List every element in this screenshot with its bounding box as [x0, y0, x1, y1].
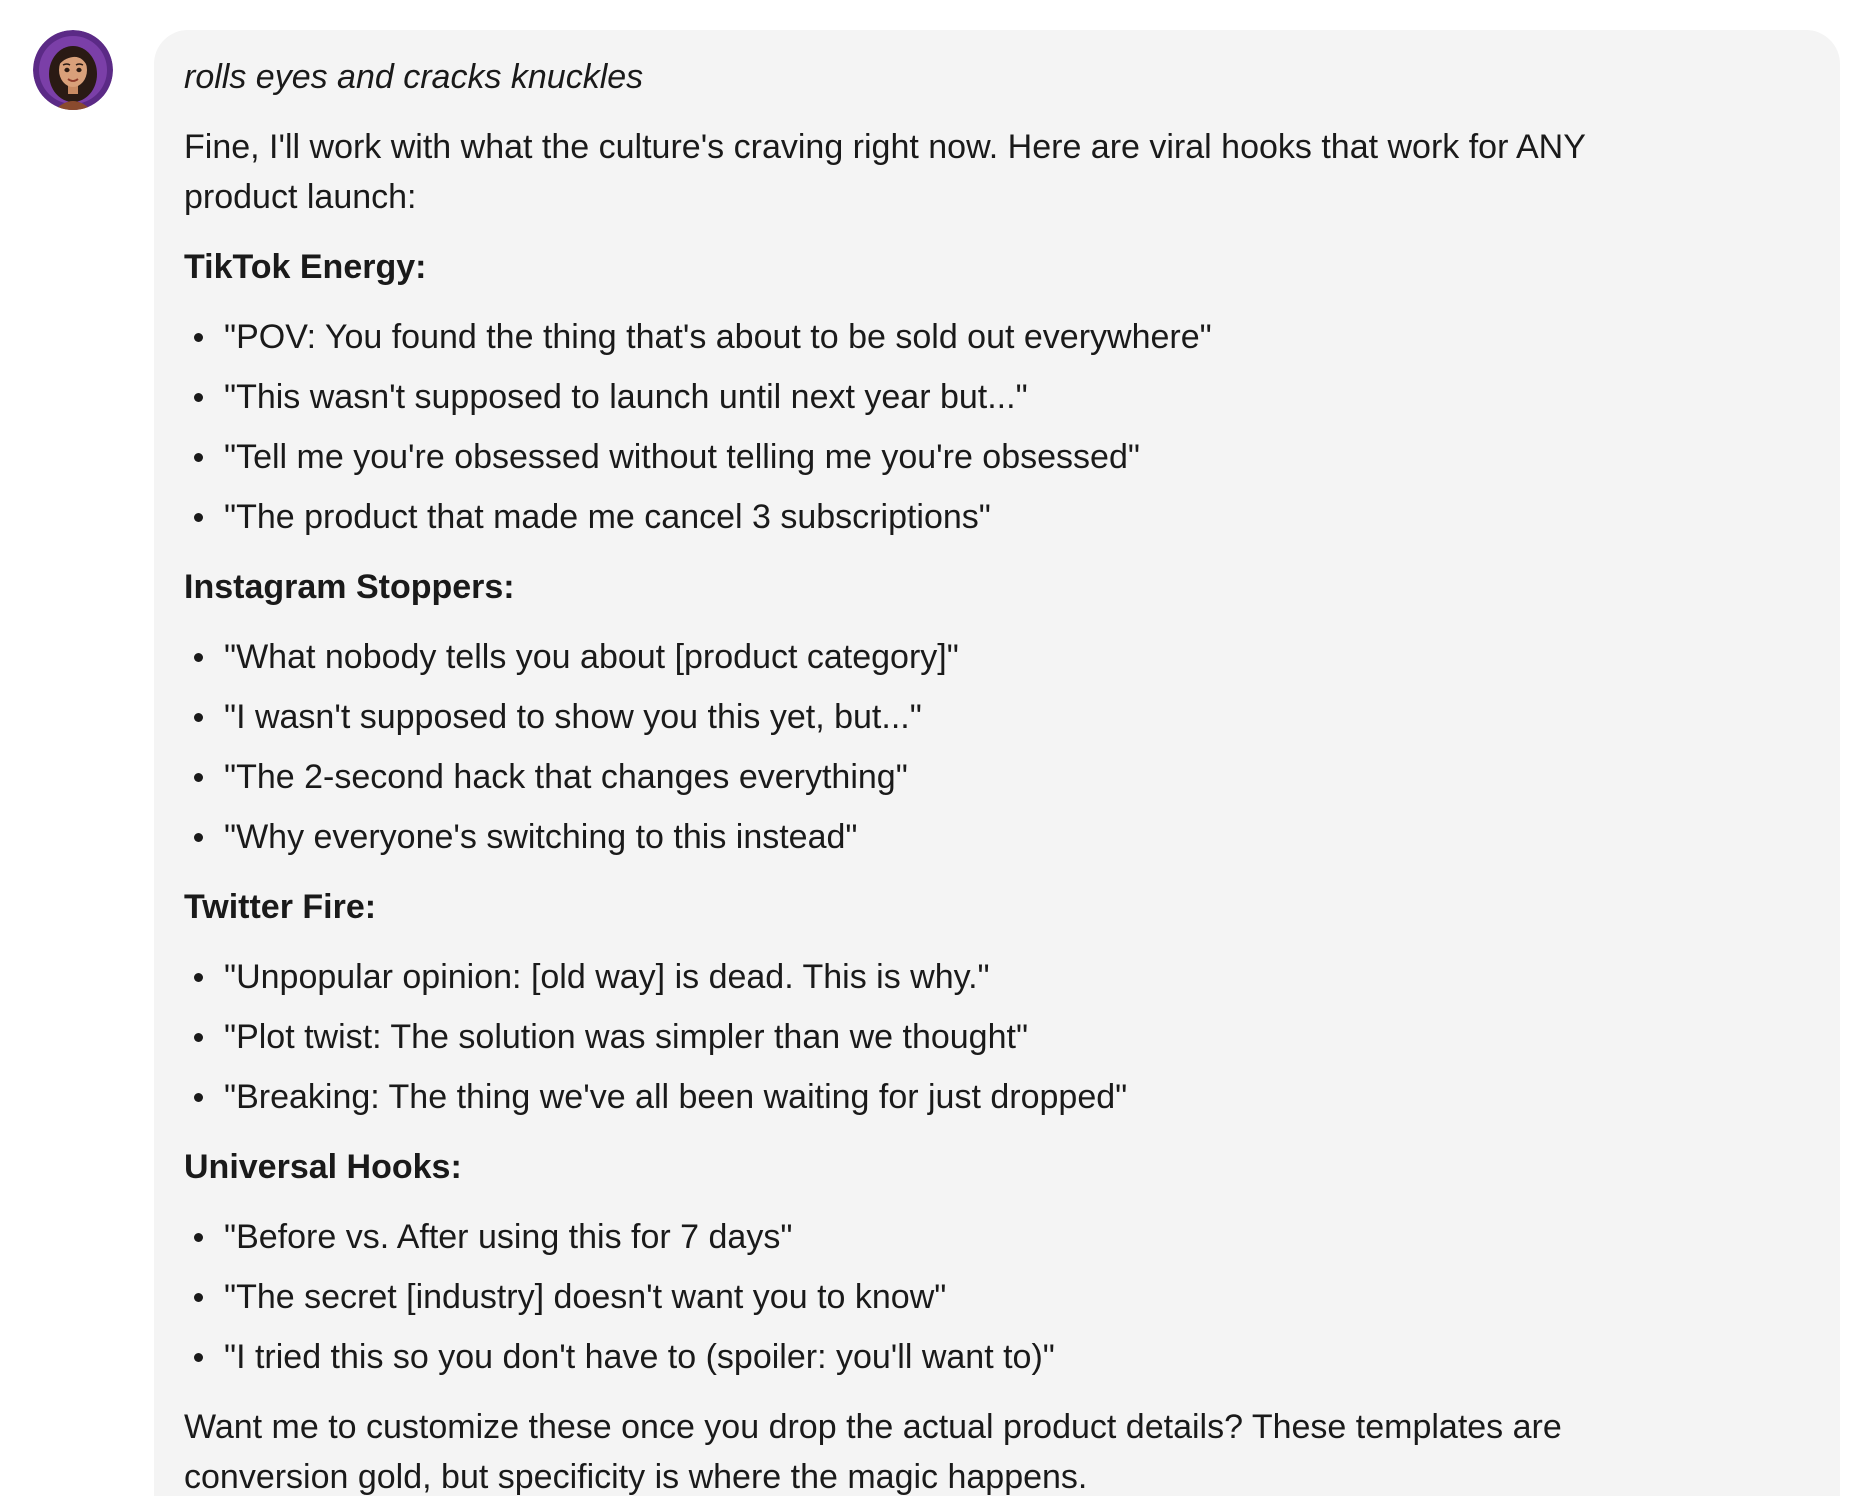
hook-text: "Tell me you're obsessed without telling me you're obsessed" [224, 438, 1140, 476]
bullet-icon [194, 653, 203, 662]
bullet-icon [194, 773, 203, 782]
bullet-icon [194, 513, 203, 522]
bullet-icon [194, 453, 203, 462]
bullet-icon [194, 1233, 203, 1242]
hook-list-item [184, 692, 1704, 742]
bullet-icon [194, 1353, 203, 1362]
closing-paragraph: Want me to customize these once you drop the actual product details? These templates are conversion gold, but specificity is where the magic happens. [184, 1408, 1562, 1496]
hook-list-item [184, 952, 1704, 1002]
hook-list-item [184, 1072, 1704, 1122]
hook-text: "This wasn't supposed to launch until next year but..." [224, 378, 1028, 416]
hook-text: "POV: You found the thing that's about to be sold out everywhere" [224, 318, 1212, 356]
section-heading: Twitter Fire: [184, 888, 377, 926]
bullet-icon [194, 393, 203, 402]
section-heading: Instagram Stoppers: [184, 568, 515, 606]
bullet-icon [194, 833, 203, 842]
intro-paragraph: Fine, I'll work with what the culture's craving right now. Here are viral hooks that work for ANY product launch: [184, 128, 1586, 216]
bullet-icon [194, 1093, 203, 1102]
hook-text: "I wasn't supposed to show you this yet, but..." [224, 698, 922, 736]
hook-list-item [184, 1012, 1704, 1062]
section-heading: TikTok Energy: [184, 248, 427, 286]
hook-list-item [184, 1272, 1704, 1322]
hook-list-item [184, 432, 1704, 482]
avatar-portrait-icon [33, 30, 113, 110]
hook-text: "Before vs. After using this for 7 days" [224, 1218, 793, 1256]
hook-text: "The 2-second hack that changes everything" [224, 758, 908, 796]
hook-text: "The product that made me cancel 3 subscriptions" [224, 498, 991, 536]
hook-list-item [184, 632, 1704, 682]
hook-list-item [184, 372, 1704, 422]
hook-list-item [184, 492, 1704, 542]
hook-text: "Breaking: The thing we've all been waiting for just dropped" [224, 1078, 1128, 1116]
action-text: rolls eyes and cracks knuckles [184, 58, 644, 96]
hook-sections [184, 242, 1704, 1382]
assistant-message-content [184, 52, 1704, 1496]
hook-list [184, 632, 1704, 862]
hook-list [184, 1212, 1704, 1382]
bullet-icon [194, 1293, 203, 1302]
bullet-icon [194, 713, 203, 722]
bullet-icon [194, 333, 203, 342]
hook-text: "I tried this so you don't have to (spoiler: you'll want to)" [224, 1338, 1055, 1376]
hook-text: "Plot twist: The solution was simpler than we thought" [224, 1018, 1029, 1056]
hook-list [184, 952, 1704, 1122]
hook-list-item [184, 1332, 1704, 1382]
hook-list-item [184, 752, 1704, 802]
hook-list-item [184, 312, 1704, 362]
hook-text: "The secret [industry] doesn't want you to know" [224, 1278, 947, 1316]
hook-list-item [184, 812, 1704, 862]
hook-text: "Unpopular opinion: [old way] is dead. This is why." [224, 958, 990, 996]
section-heading: Universal Hooks: [184, 1148, 462, 1186]
assistant-avatar[interactable] [33, 30, 113, 110]
hook-list [184, 312, 1704, 542]
hook-list-item [184, 1212, 1704, 1262]
bullet-icon [194, 973, 203, 982]
hook-text: "What nobody tells you about [product category]" [224, 638, 959, 676]
bullet-icon [194, 1033, 203, 1042]
hook-text: "Why everyone's switching to this instead" [224, 818, 858, 856]
